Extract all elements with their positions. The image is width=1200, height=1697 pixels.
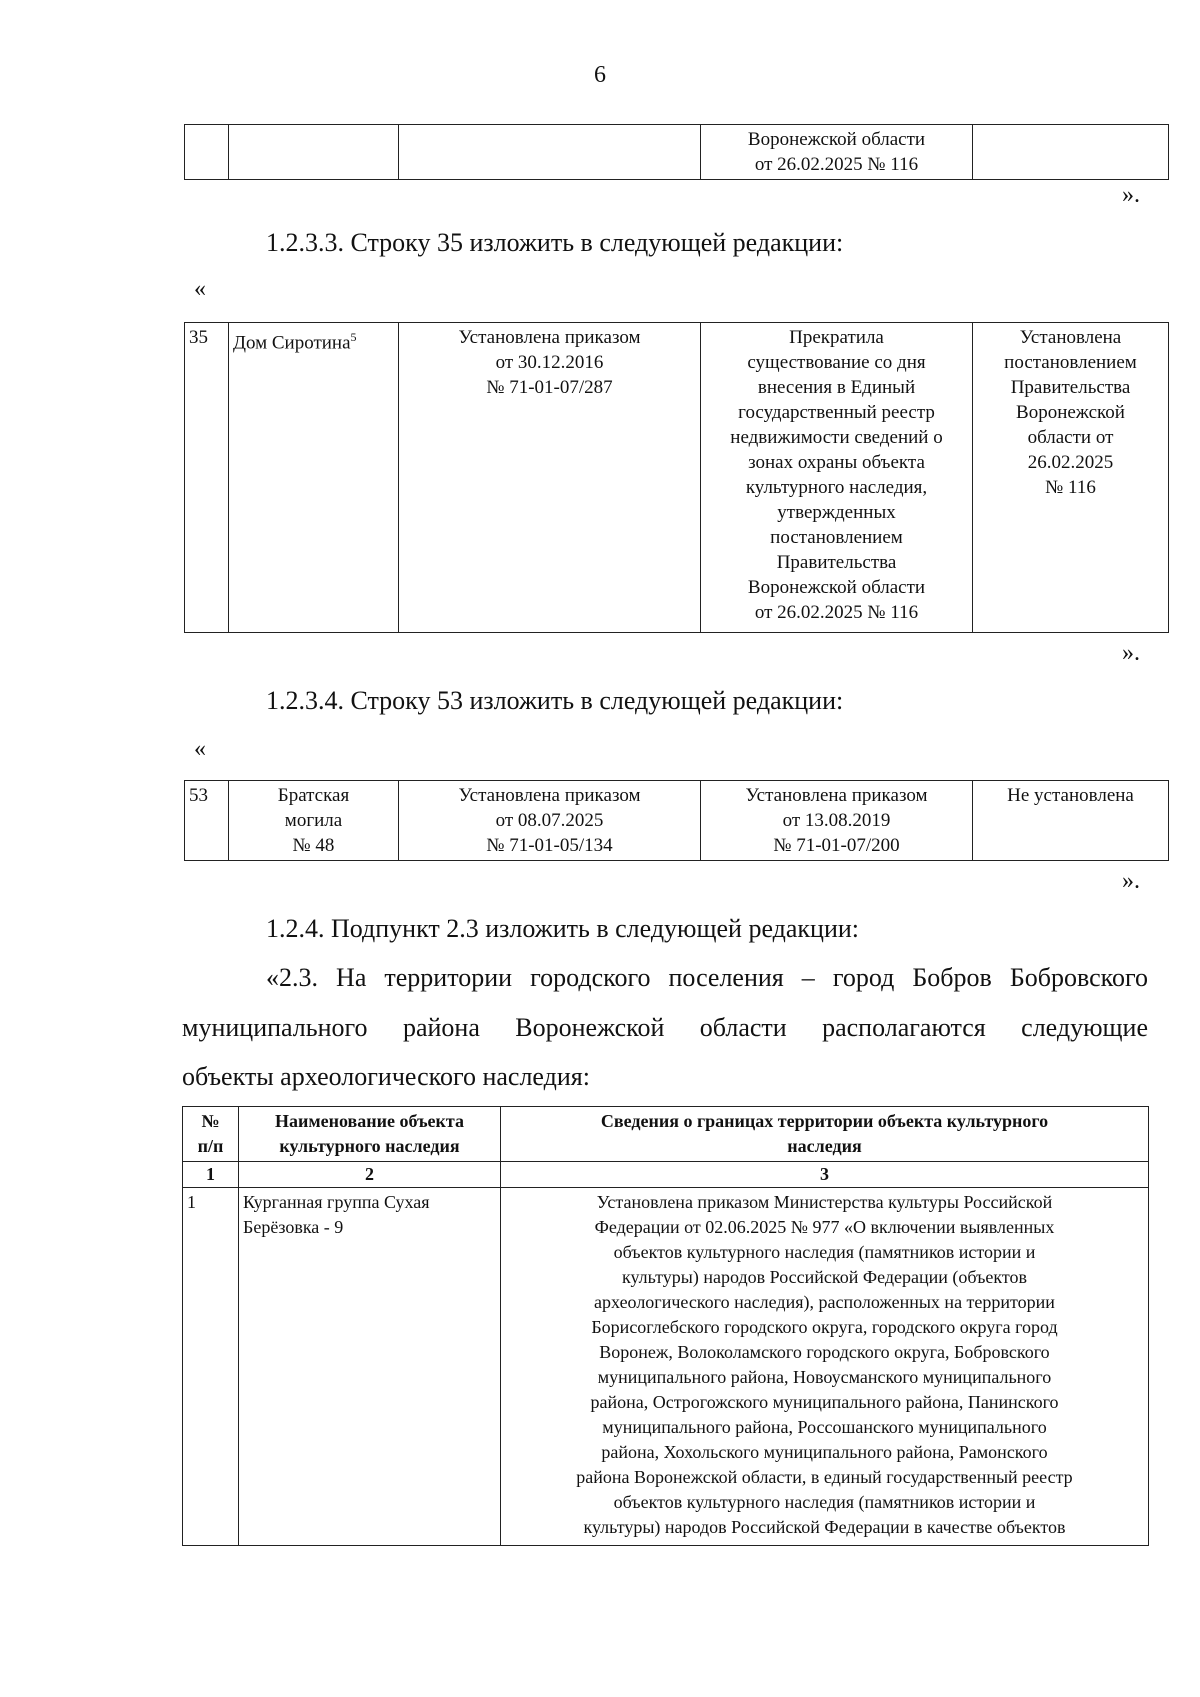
body-line: муниципального района Воронежской области располагаются следующие <box>182 1013 1148 1042</box>
regime-cell: Установлена приказом от 13.08.2019 № 71-01-07/200 <box>701 781 973 861</box>
open-quote: « <box>194 736 206 762</box>
column-header: № п/п <box>183 1107 239 1162</box>
row-53-table <box>184 780 1169 861</box>
table-cell: Воронежской области от 26.02.2025 № 116 <box>701 125 973 180</box>
object-name: Курганная группа Сухая Берёзовка - 9 <box>239 1188 501 1546</box>
open-quote: « <box>194 276 206 302</box>
row-35-table <box>184 322 1169 633</box>
section-heading: 1.2.3.4. Строку 53 изложить в следующей редакции: <box>266 686 844 715</box>
column-number: 1 <box>183 1162 239 1188</box>
body-line: объекты археологического наследия: <box>182 1062 590 1091</box>
column-number-row <box>183 1162 1149 1188</box>
row-number: 35 <box>185 323 229 633</box>
archaeology-table <box>182 1106 1149 1546</box>
section-heading: 1.2.3.3. Строку 35 изложить в следующей редакции: <box>266 228 844 257</box>
section-heading: 1.2.4. Подпункт 2.3 изложить в следующей редакции: <box>266 914 860 943</box>
table-header-row <box>183 1107 1149 1162</box>
column-number: 2 <box>239 1162 501 1188</box>
table-cell <box>229 125 399 180</box>
object-name <box>229 323 399 633</box>
footnote-marker: 5 <box>350 330 357 344</box>
body-line: «2.3. На территории городского поселения – город Бобров Бобровского <box>266 963 1148 992</box>
column-header: Сведения о границах территории объекта культурного наследия <box>501 1107 1149 1162</box>
row-number: 53 <box>185 781 229 861</box>
close-quote: ». <box>1122 182 1140 208</box>
table-cell <box>399 125 701 180</box>
protection-zone-cell: Установлена приказом от 30.12.2016 № 71-01-07/287 <box>399 323 701 633</box>
table-cell <box>973 125 1169 180</box>
established-cell: Установлена постановлением Правительства Воронежской области от 26.02.2025 № 116 <box>973 323 1169 633</box>
protection-zone-cell: Установлена приказом от 08.07.2025 № 71-01-05/134 <box>399 781 701 861</box>
table-row <box>185 125 1169 180</box>
table-cell <box>185 125 229 180</box>
close-quote: ». <box>1122 640 1140 666</box>
column-number: 3 <box>501 1162 1149 1188</box>
table-row <box>183 1188 1149 1546</box>
column-header: Наименование объекта культурного наследия <box>239 1107 501 1162</box>
close-quote: ». <box>1122 868 1140 894</box>
object-name-text: Дом Сиротина <box>233 332 351 354</box>
continuation-table <box>184 124 1169 180</box>
established-cell: Не установлена <box>973 781 1169 861</box>
object-name: Братская могила № 48 <box>229 781 399 861</box>
regime-cell: Прекратила существование со дня внесения в Единый государственный реестр недвижимости сведений о зонах охраны объекта культурного наследия, утвержденных постановлением Правительства Воронежской области от 26.02.2025 № 116 <box>701 323 973 633</box>
boundary-info: Установлена приказом Министерства культуры Российской Федерации от 02.06.2025 № 977 «О включении выявленных объектов культурного наследия (памятников истории и культуры) народов Российской Федерации (объектов археологического наследия), расположенных на территории Борисоглебского городского округа, городского округа город Воронеж, Волоколамского городского округа, Бобровского муниципального района, Новоусманского муниципального района, Острогожского муниципального района, Панинского муниципального района, Россошанского муниципального района, Хохольского муниципального района, Рамонского района Воронежской области, в единый государственный реестр объектов культурного наследия (памятников истории и культуры) народов Российской Федерации в качестве объектов <box>501 1188 1149 1546</box>
row-number: 1 <box>183 1188 239 1546</box>
page-number: 6 <box>594 62 606 88</box>
table-row <box>185 323 1169 633</box>
table-row <box>185 781 1169 861</box>
